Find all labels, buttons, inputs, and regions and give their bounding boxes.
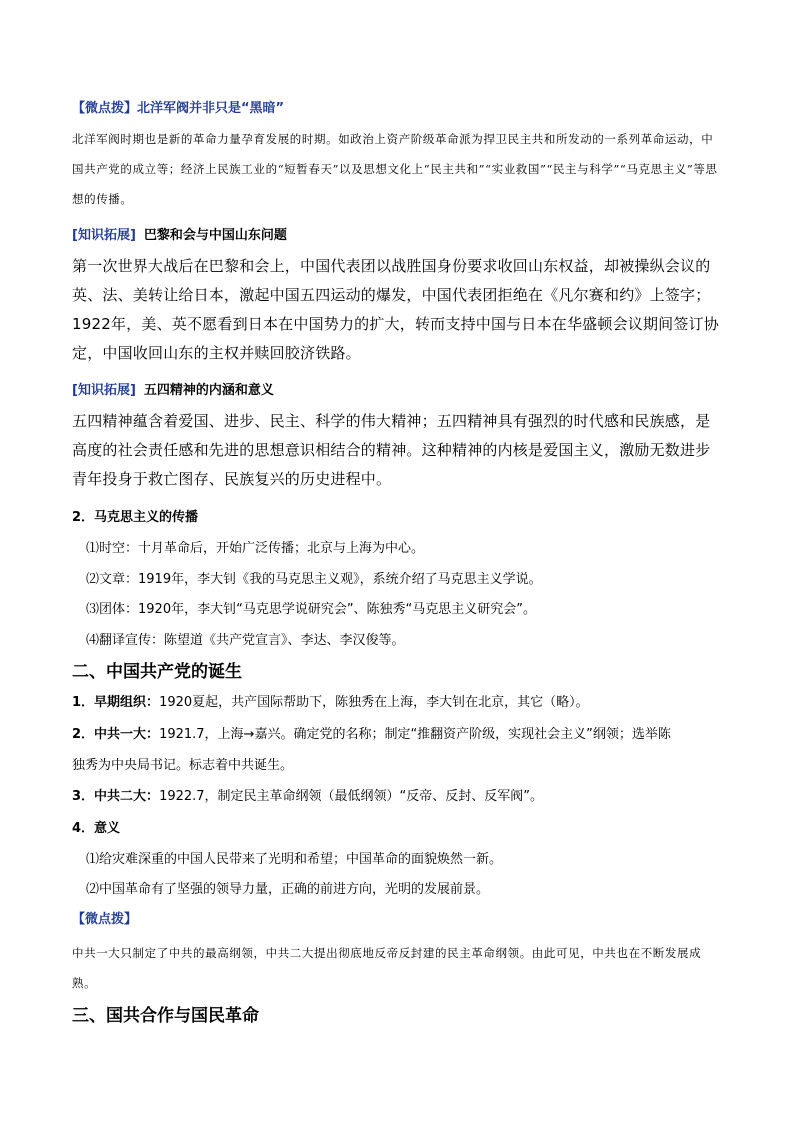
micro-tip-text-2: 中共一大只制定了中共的最高纲领，中共二大提出彻底地反帝反封建的民主革命纲领。由此可见，中共也在不断发展成熟。 bbox=[72, 946, 702, 990]
cpc-significance-item: ⑵中国革命有了坚强的领导力量，正确的前进方向，光明的发展前景。 bbox=[86, 882, 490, 897]
knowledge-ext-tag: [知识拓展] bbox=[72, 383, 136, 398]
item-number: 3． bbox=[72, 789, 95, 804]
marxism-item: ⑴时空：十月革命后，开始广泛传播；北京与上海为中心。 bbox=[86, 541, 425, 556]
cpc-item-first-congress-cont: 独秀为中央局书记。标志着中共诞生。 bbox=[72, 758, 294, 773]
cpc-significance-item: ⑴给灾难深重的中国人民带来了光明和希望；中国革命的面貌焕然一新。 bbox=[86, 852, 503, 867]
item-number: 1． bbox=[72, 695, 95, 710]
marxism-item: ⑵文章：1919年，李大钊《我的马克思主义观》，系统介绍了马克思主义学说。 bbox=[86, 572, 542, 587]
cpc-significance-heading: 4．意义 bbox=[72, 821, 121, 836]
knowledge-ext-text: 第一次世界大战后在巴黎和会上，中国代表团以战胜国身份要求收回山东权益，却被操纵会议的英、法、美转让给日本，激起中国五四运动的爆发，中国代表团拒绝在《凡尔赛和约》上签字；1922年，美、英不愿看到日本在中国势力的扩大，转而支持中国与日本在华盛顿会议期间签订协定，中国收回山东的主权并赎回胶济铁路。 bbox=[72, 257, 719, 362]
item-label: 中共一大： bbox=[94, 727, 160, 742]
knowledge-ext-tag: [知识拓展] bbox=[72, 228, 136, 243]
item-number: 2． bbox=[72, 727, 95, 742]
section-heading-3: 三、国共合作与国民革命 bbox=[72, 1006, 259, 1026]
section-heading-2: 二、中国共产党的诞生 bbox=[72, 662, 242, 682]
marxism-item: ⑶团体：1920年，李大钊“马克思学说研究会”、陈独秀“马克思主义研究会”。 bbox=[86, 602, 537, 617]
item-label: 中共二大： bbox=[94, 789, 160, 804]
cpc-item-second-congress bbox=[72, 789, 722, 805]
item-label: 早期组织： bbox=[94, 695, 160, 710]
marxism-item: ⑷翻译宣传：陈望道《共产党宣言》、李达、李汉俊等。 bbox=[86, 633, 405, 648]
knowledge-ext-title: 巴黎和会与中国山东问题 bbox=[143, 228, 287, 243]
item-text: 1921.7，上海→嘉兴。确定党的名称；制定“推翻资产阶级，实现社会主义”纲领；选举陈 bbox=[159, 727, 671, 742]
cpc-item-early-org bbox=[72, 695, 722, 711]
knowledge-ext-heading-2 bbox=[72, 383, 722, 399]
micro-tip-tag: 【微点拨】 bbox=[72, 912, 138, 927]
item-text: 1922.7，制定民主革命纲领（最低纲领）“反帝、反封、反军阀”。 bbox=[159, 789, 544, 804]
knowledge-ext-title: 五四精神的内涵和意义 bbox=[143, 383, 274, 398]
micro-tip-text: 北洋军阀时期也是新的革命力量孕育发展的时期。如政治上资产阶级革命派为捍卫民主共和所发动的一系列革命运动，中国共产党的成立等；经济上民族工业的“短暂春天”以及思想文化上“民主共和”“实业救国”“民主与科学”“马克思主义”等思想的传播。 bbox=[72, 132, 718, 206]
micro-tip-title: 北洋军阀并非只是“黑暗” bbox=[137, 101, 285, 116]
knowledge-ext-text: 五四精神蕴含着爱国、进步、民主、科学的伟大精神；五四精神具有强烈的时代感和民族感，是高度的社会责任感和先进的思想意识相结合的精神。这种精神的内核是爱国主义，激励无数进步青年投身于救亡图存、民族复兴的历史进程中。 bbox=[72, 412, 711, 488]
cpc-item-first-congress bbox=[72, 727, 722, 743]
knowledge-ext-heading-1 bbox=[72, 228, 722, 244]
item-text: 1920夏起，共产国际帮助下，陈独秀在上海，李大钊在北京，其它（略）。 bbox=[159, 695, 589, 710]
marxism-heading: 2．马克思主义的传播 bbox=[72, 510, 199, 525]
micro-tip-heading-2 bbox=[72, 912, 722, 928]
micro-tip-heading bbox=[72, 101, 722, 117]
micro-tip-tag: 【微点拨】 bbox=[72, 101, 138, 116]
